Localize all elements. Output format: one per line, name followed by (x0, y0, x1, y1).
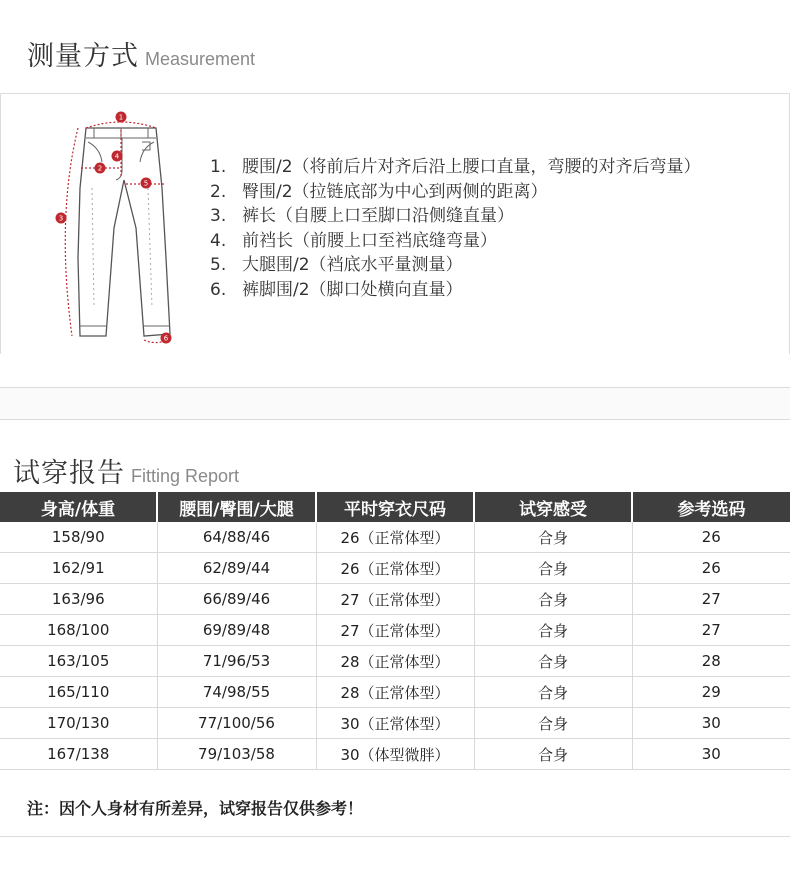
section-divider (0, 354, 790, 388)
marker-5: 5 (143, 179, 149, 188)
cell-height-weight: 158/90 (0, 522, 157, 553)
cell-fit-feeling: 合身 (474, 553, 632, 584)
measurement-list (210, 155, 701, 302)
list-item: 6. 裤脚围/2（脚口处横向直量） (210, 279, 463, 300)
list-item: 5. 大腿围/2（裆底水平量测量） (210, 255, 463, 275)
fitting-title-cn: 试穿报告 (13, 458, 125, 489)
bottom-divider (0, 836, 790, 837)
table-row (0, 522, 790, 553)
fitting-report-title (13, 451, 239, 490)
header-recommended-size: 参考选码 (632, 492, 790, 522)
marker-1: 1 (118, 113, 124, 122)
cell-recommended-size: 26 (632, 522, 790, 553)
cell-recommended-size: 27 (632, 584, 790, 615)
cell-recommended-size: 28 (632, 646, 790, 677)
cell-body-measurements: 74/98/55 (157, 677, 316, 708)
table-row (0, 708, 790, 739)
header-height-weight: 身高/体重 (0, 492, 157, 522)
cell-usual-size: 30（体型微胖） (316, 739, 474, 770)
header-body-measurements: 腰围/臀围/大腿 (157, 492, 316, 522)
header-fit-feeling: 试穿感受 (474, 492, 632, 522)
pants-measurement-diagram-icon (48, 108, 178, 344)
cell-height-weight: 165/110 (0, 677, 157, 708)
table-row (0, 584, 790, 615)
cell-recommended-size: 27 (632, 615, 790, 646)
table-row (0, 615, 790, 646)
cell-body-measurements: 69/89/48 (157, 615, 316, 646)
cell-recommended-size: 26 (632, 553, 790, 584)
table-row (0, 646, 790, 677)
cell-height-weight: 168/100 (0, 615, 157, 646)
cell-fit-feeling: 合身 (474, 646, 632, 677)
cell-body-measurements: 79/103/58 (157, 739, 316, 770)
table-header-row (0, 492, 790, 522)
cell-height-weight: 163/96 (0, 584, 157, 615)
table-row (0, 553, 790, 584)
fitting-report-table (0, 492, 790, 770)
cell-height-weight: 163/105 (0, 646, 157, 677)
measurement-panel (0, 93, 790, 355)
measurement-title-en: Measurement (145, 49, 256, 69)
cell-usual-size: 30（正常体型） (316, 708, 474, 739)
measurement-title (27, 34, 255, 73)
cell-fit-feeling: 合身 (474, 522, 632, 553)
table-row (0, 739, 790, 770)
cell-recommended-size: 30 (632, 708, 790, 739)
cell-body-measurements: 77/100/56 (157, 708, 316, 739)
cell-fit-feeling: 合身 (474, 708, 632, 739)
cell-height-weight: 170/130 (0, 708, 157, 739)
cell-usual-size: 26（正常体型） (316, 553, 474, 584)
list-item: 2. 臀围/2（拉链底部为中心到两侧的距离） (210, 181, 548, 202)
panel-edge (0, 94, 1, 354)
cell-recommended-size: 30 (632, 739, 790, 770)
cell-body-measurements: 66/89/46 (157, 584, 316, 615)
cell-fit-feeling: 合身 (474, 615, 632, 646)
cell-body-measurements: 71/96/53 (157, 646, 316, 677)
marker-4: 4 (114, 152, 120, 161)
cell-fit-feeling: 合身 (474, 739, 632, 770)
list-item: 3. 裤长（自腰上口至脚口沿侧缝直量） (210, 206, 514, 226)
cell-usual-size: 28（正常体型） (316, 677, 474, 708)
cell-height-weight: 162/91 (0, 553, 157, 584)
marker-6: 6 (163, 334, 169, 343)
list-item: 4. 前裆长（前腰上口至裆底缝弯量） (210, 230, 497, 251)
cell-usual-size: 27（正常体型） (316, 615, 474, 646)
list-item: 1. 腰围/2（将前后片对齐后沿上腰口直量，弯腰的对齐后弯量） (210, 157, 701, 177)
cell-fit-feeling: 合身 (474, 584, 632, 615)
fitting-note: 注：因个人身材有所差异，试穿报告仅供参考！ (27, 799, 364, 818)
cell-usual-size: 28（正常体型） (316, 646, 474, 677)
divider-line (0, 419, 790, 420)
cell-recommended-size: 29 (632, 677, 790, 708)
section-spacer (0, 388, 790, 419)
cell-fit-feeling: 合身 (474, 677, 632, 708)
cell-usual-size: 27（正常体型） (316, 584, 474, 615)
header-usual-size: 平时穿衣尺码 (316, 492, 474, 522)
fitting-title-en: Fitting Report (131, 466, 240, 486)
marker-3: 3 (58, 214, 64, 223)
marker-2: 2 (97, 164, 103, 173)
measurement-title-cn: 测量方式 (27, 41, 139, 72)
cell-body-measurements: 62/89/44 (157, 553, 316, 584)
cell-height-weight: 167/138 (0, 739, 157, 770)
cell-body-measurements: 64/88/46 (157, 522, 316, 553)
table-row (0, 677, 790, 708)
cell-usual-size: 26（正常体型） (316, 522, 474, 553)
measurement-header (0, 0, 790, 93)
